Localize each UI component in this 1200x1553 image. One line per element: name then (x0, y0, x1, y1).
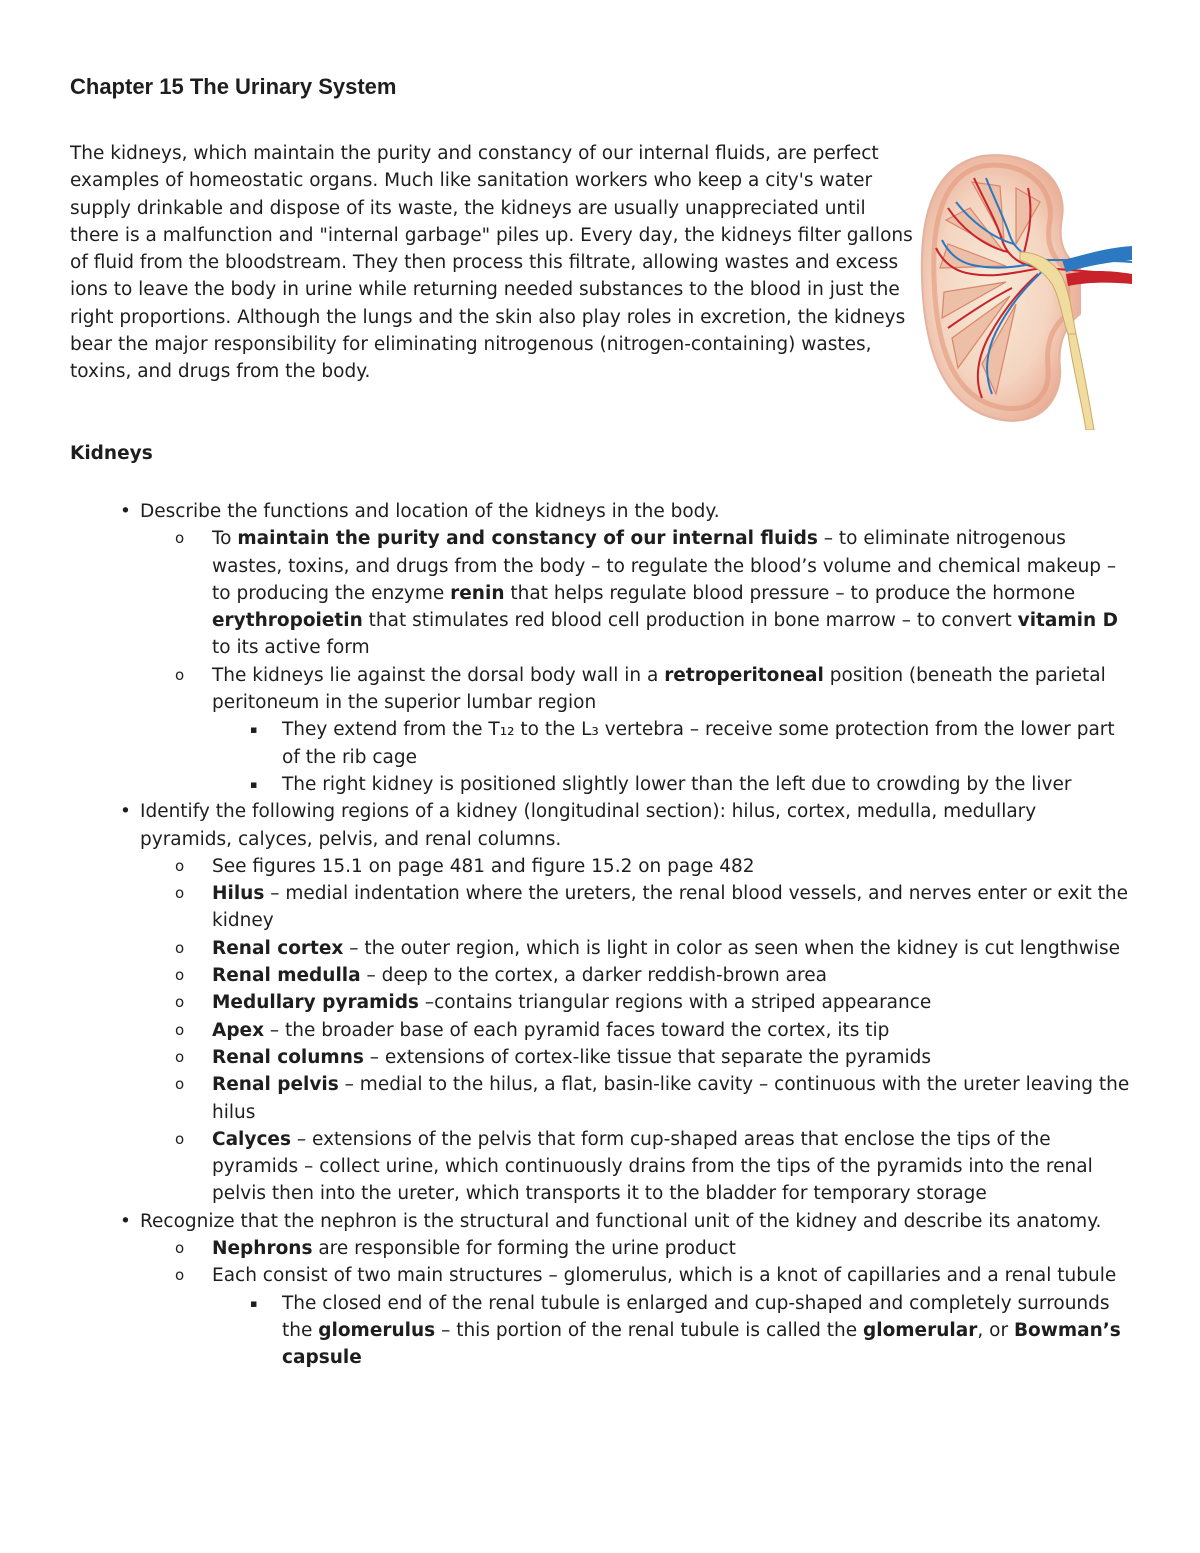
square-bullet-marker: ▪ (250, 1296, 258, 1310)
bold-term: renin (450, 582, 505, 604)
kidney-cross-section-illustration (912, 148, 1134, 430)
renal-artery-trunk (1066, 271, 1132, 286)
bullet-marker: • (120, 1210, 131, 1232)
list-item (120, 1235, 1130, 1262)
list-item (120, 771, 1130, 798)
list-item (120, 798, 1130, 853)
list-item-text: Calyces – extensions of the pelvis that form cup-shaped areas that enclose the tips of the pyramids – collect urine, which continuously drains from the tips of the pyramids into the renal pelvis then into the ureter, which transports it to the bladder for temporary storage (212, 1128, 1093, 1205)
square-bullet-marker: ▪ (250, 777, 258, 791)
sub-bullet-marker: o (175, 993, 185, 1012)
list-item-text: Renal pelvis – medial to the hilus, a flat, basin-like cavity – continuous with the ureter leaving the hilus (212, 1074, 1130, 1123)
list-item-text: Hilus – medial indentation where the ureters, the renal blood vessels, and nerves enter or exit the kidney (212, 883, 1129, 932)
bold-term: Nephrons (212, 1238, 313, 1260)
bold-term: Renal medulla (212, 965, 361, 987)
list-item (120, 880, 1130, 935)
list-item (120, 989, 1130, 1016)
bullet-marker: • (120, 801, 131, 823)
section-heading-kidneys: Kidneys (70, 443, 153, 464)
bold-term: Calyces (212, 1128, 291, 1150)
list-item (120, 525, 1130, 661)
sub-bullet-marker: o (175, 884, 185, 903)
sub-bullet-marker: o (175, 665, 185, 684)
sub-bullet-marker: o (175, 1020, 185, 1039)
sub-bullet-marker: o (175, 1239, 185, 1258)
sub-bullet-marker: o (175, 856, 185, 875)
list-item (120, 716, 1130, 771)
bold-term: glomerulus (318, 1319, 436, 1341)
list-item-text: Renal medulla – deep to the cortex, a darker reddish-brown area (212, 965, 827, 987)
list-item-text: The closed end of the renal tubule is enlarged and cup-shaped and completely surrounds the glomerulus – this portion of the renal tubule is called the glomerular, or Bowman’s capsule (282, 1292, 1121, 1369)
sub-bullet-marker: o (175, 1075, 185, 1094)
list-item-text: Identify the following regions of a kidney (longitudinal section): hilus, cortex, medulla, medullary pyramids, calyces, pelvis, and renal columns. (140, 801, 1037, 850)
list-item-text: See figures 15.1 on page 481 and figure 15.2 on page 482 (212, 855, 755, 877)
list-item (120, 935, 1130, 962)
list-item (120, 498, 1130, 525)
list-item (120, 1262, 1130, 1289)
bold-term: Renal cortex (212, 937, 344, 959)
bold-term: glomerular (862, 1319, 978, 1341)
bold-term: retroperitoneal (664, 664, 824, 686)
sub-bullet-marker: o (175, 1266, 185, 1285)
list-item-text: Renal cortex – the outer region, which is light in color as seen when the kidney is cut lengthwise (212, 937, 1120, 959)
bold-term: maintain the purity and constancy of our internal fluids (237, 528, 818, 550)
sub-bullet-marker: o (175, 938, 185, 957)
bullet-marker: • (120, 501, 131, 522)
renal-vein-trunk (1062, 246, 1132, 272)
bold-term: Hilus (212, 883, 265, 905)
sub-bullet-marker: o (175, 1047, 185, 1066)
bold-term: Bowman’s capsule (282, 1319, 1121, 1369)
ureter (1068, 334, 1094, 430)
list-item (120, 1044, 1130, 1071)
bold-term: erythropoietin (212, 610, 363, 632)
list-item-text: Nephrons are responsible for forming the urine product (212, 1238, 736, 1260)
bold-term: vitamin D (1017, 610, 1118, 632)
list-item (120, 1290, 1130, 1372)
bold-term: Medullary pyramids (212, 992, 419, 1014)
page-title: Chapter 15 The Urinary System (70, 74, 397, 99)
list-item-text: The kidneys lie against the dorsal body wall in a retroperitoneal position (beneath the parietal peritoneum in the superior lumbar region (212, 664, 1106, 714)
intro-paragraph: The kidneys, which maintain the purity and constancy of our internal fluids, are perfect examples of homeostatic organs. Much like sanitation workers who keep a city's water supply drinkable and dispose of its waste, the kidneys are usually unappreciated until there is a malfunction and "internal garbage" piles up. Every day, the kidneys filter gallons of fluid from the bloodstream. They then process this filtrate, allowing wastes and excess ions to leave the body in urine while returning needed substances to the blood in just the right proportions. Although the lungs and the skin also play roles in excretion, the kidneys bear the major responsibility for eliminating nitrogenous (nitrogen-containing) wastes, toxins, and drugs from the body. (70, 143, 913, 383)
list-item-text: Medullary pyramids –contains triangular regions with a striped appearance (212, 992, 932, 1014)
list-item-text: Apex – the broader base of each pyramid faces toward the cortex, its tip (212, 1019, 890, 1041)
list-item-text: Recognize that the nephron is the structural and functional unit of the kidney and describe its anatomy. (140, 1210, 1102, 1232)
list-item-text: To maintain the purity and constancy of our internal fluids – to eliminate nitrogenous wastes, toxins, and drugs from the body – to regulate the blood’s volume and chemical makeup – to producing the enzyme renin that helps regulate blood pressure – to produce the hormone erythropoietin that stimulates red blood cell production in bone marrow – to convert vitamin D to its active form (212, 528, 1118, 659)
sub-bullet-marker: o (175, 966, 185, 985)
list-item (120, 853, 1130, 880)
sub-bullet-marker: o (175, 1129, 185, 1148)
list-item (120, 1071, 1130, 1126)
list-item (120, 1017, 1130, 1044)
list-item (120, 1208, 1130, 1235)
square-bullet-marker: ▪ (250, 723, 258, 737)
list-item-text: Renal columns – extensions of cortex-like tissue that separate the pyramids (212, 1046, 932, 1068)
bold-term: Apex (212, 1019, 265, 1041)
list-item (120, 1126, 1130, 1208)
bold-term: Renal pelvis (212, 1074, 339, 1096)
list-item-text: Each consist of two main structures – glomerulus, which is a knot of capillaries and a renal tubule (212, 1265, 1117, 1287)
sub-bullet-marker: o (175, 529, 185, 548)
list-item-text: Describe the functions and location of the kidneys in the body. (140, 501, 720, 522)
list-item (120, 662, 1130, 717)
bold-term: Renal columns (212, 1046, 364, 1068)
list-item-text: The right kidney is positioned slightly lower than the left due to crowding by the liver (282, 773, 1072, 795)
list-item-text: They extend from the T₁₂ to the L₃ vertebra – receive some protection from the lower part of the rib cage (282, 719, 1115, 768)
list-item (120, 962, 1130, 989)
outline-list (120, 498, 1130, 1372)
